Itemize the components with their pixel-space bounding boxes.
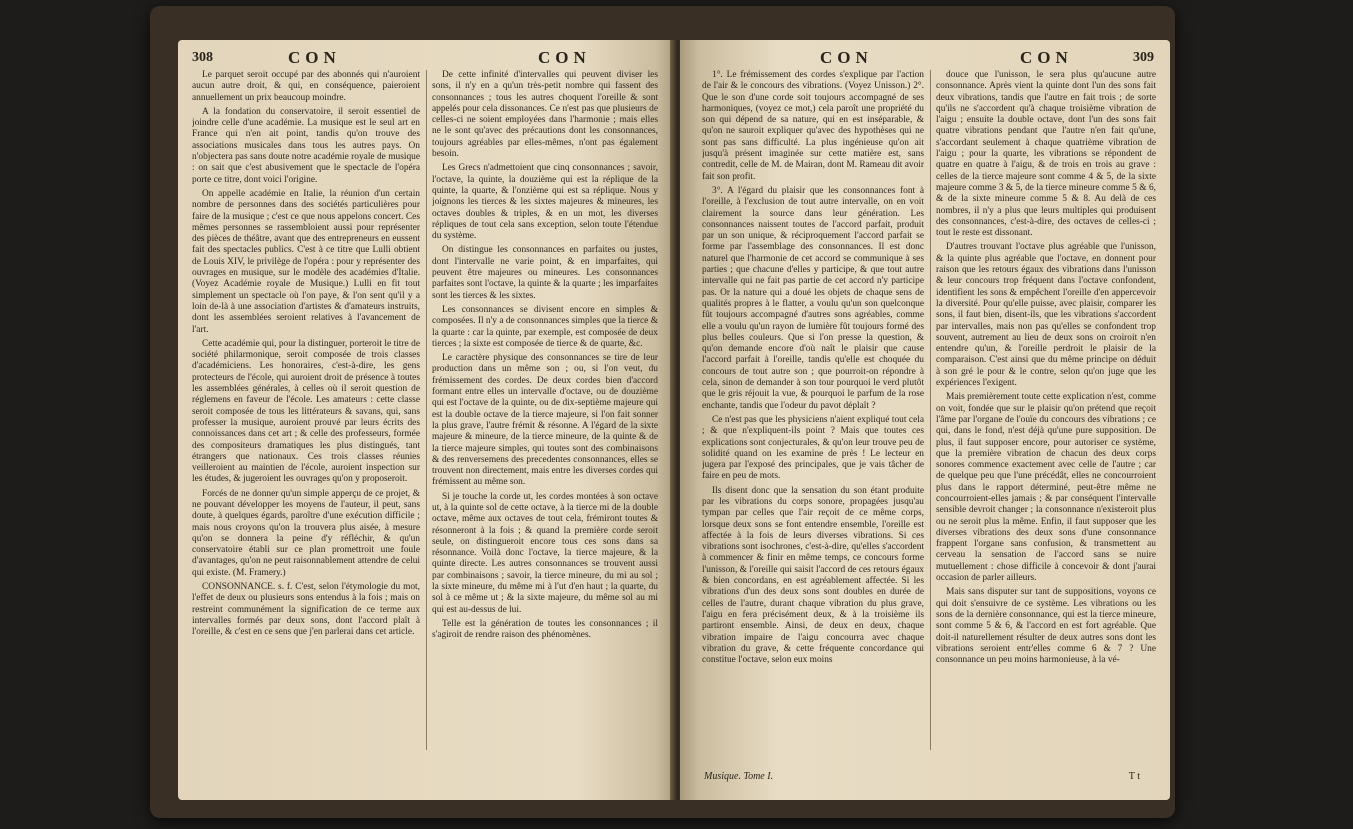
paragraph: 1°. Le frémissement des cordes s'explique par l'action de l'air & le concours des vibrations. (Voyez Unisson.) 2°. Que le son d'une corde soit toujours accompagné de ses harmoniques, (voyez ce mot,) cela paroît une propriété du son qui dépend de sa nature, qui en est inséparable, & qu'on ne sauroit expliquer qu'avec des hypothèses qui ne sont pas sans difficulté. La plus ingénieuse qu'on ait jusqu'à présent imaginée sur cette matière est, sans contredit, celle de M. de Mairan, dont M. Rameau dit avoir fait son profit. — [702, 70, 924, 182]
text-column-right — [936, 70, 1156, 760]
paragraph: De cette infinité d'intervalles qui peuvent diviser les sons, il n'y en a qu'un très-petit nombre qui fassent des consonnances ; tous les autres choquent l'oreille & sont appelés pour cela dissonances. Ce n'est pas que plusieurs de celles-ci ne soient employées dans l'harmonie ; mais elles ne le sont qu'avec des précautions dont les consonnances, toujours agréables par elles-mêmes, n'ont pas également besoin. — [432, 70, 658, 160]
paragraph: douce que l'unisson, le sera plus qu'aucune autre consonnance. Après vient la quinte dont l'un des sons fait deux vibrations, tandis que l'autre en fait trois ; de sorte qu'ils ne s'accordent qu'à chaque troisième vibration de l'aigu ; ensuite la double octave, dont l'un des sons fait quatre vibrations pendant que l'autre n'en fait qu'une, s'accordant seulement à chaque quatrième vibration de l'aigu ; pour la quarte, les vibrations se répondent de quatre en quatre à l'aigu, & de trois en trois au grave : celles de la tierce majeure sont comme 4 & 5, de la sixte majeure comme 3 & 5, de la tierce mineure comme 5 & 6, & de la sixte mineure comme 5 & 8. Au delà de ces nombres, il n'y a plus que leurs multiples qui produisent des consonnances, c'est-à-dire, des octaves de celles-ci ; tout le reste est dissonant. — [936, 70, 1156, 239]
running-head: CON — [288, 48, 341, 67]
paragraph: On appelle académie en Italie, la réunion d'un certain nombre de personnes dans des sociétés particulières pour faire de la musique ; c'est ce que nous appelons concert. Ces mêmes personnes se rassembloient aussi pour représenter des pièces de théâtre, avant que des entrepreneurs en eussent fait des spectacles publics. C'est à ce titre que Lulli obtient de Louis XIV, le privilège de l'opéra : pour y représenter des ouvrages en musique, sur le modèle des académies d'Italie. (Voyez Académie royale de Musique.) Lulli en fit tout simplement un spectacle où l'on paye, & l'on sent qu'il y a loin de-là à une association d'artistes & d'amateurs instruits, dont les assemblées seroient relatives à l'avancement de l'art. — [192, 188, 420, 335]
paragraph: Le parquet seroit occupé par des abonnés qui n'auroient aucun autre droit, & qui, en conséquence, paieroient annuellement un prix beaucoup moindre. — [192, 70, 420, 103]
paragraph: Mais sans disputer sur tant de suppositions, voyons ce qui doit s'ensuivre de ce système. Les vibrations ou les sons de la dernière consonnance, qui est la tierce mineure, sont comme 5 & 6, & l'accord en est fort agréable. Que doit-il naturellement résulter de deux autres sons dont les vibrations seroient entr'elles comme 6 & 7 ? Une consonnance un peu moins harmonieuse, à la vé- — [936, 587, 1156, 666]
paragraph: Forcés de ne donner qu'un simple apperçu de ce projet, & ne pouvant développer les moyens de l'auteur, il peut, sans doute, à quelques égards, paroître d'une exécution difficile ; mais nous croyons qu'on la trouvera plus aisée, à mesure qu'on se donnera la peine d'y réfléchir, & qu'un conservatoire établi sur ce plan promettroit une foule d'avantages, qu'on ne peut raisonnablement attendre de celui qui existe. (M. Framery.) — [192, 488, 420, 578]
paragraph: Si je touche la corde ut, les cordes montées à son octave ut, à la quinte sol de cette octave, à la tierce mi de la double octave, même aux octaves de tout cela, frémiront toutes & résonneront à la fois ; & quand la première corde seroit seule, on distingueroit encore tous ces sons dans sa résonnance. Voilà donc l'octave, la tierce majeure, & la quinte directe. Les autres consonnances se trouvent aussi par combinaisons ; savoir, la tierce mineure, du mi au sol ; la sixte mineure, du même mi à l'ut d'en haut ; la quarte, du sol à ce même ut ; & la sixte majeure, du même sol au mi qui est au-dessus de lui. — [432, 491, 658, 615]
paragraph: Ils disent donc que la sensation du son étant produite par les vibrations du corps sonore, propagées jusqu'au tympan par celles que l'air reçoit de ce même corps, lorsque deux sons se font entendre ensemble, l'oreille est affectée à la fois de leurs diverses vibrations. Si ces vibrations sont isochrones, c'est-à-dire, qu'elles s'accordent à commencer & finir en même temps, ce concours forme l'unisson, & l'oreille qui saisit l'accord de ces retours égaux & bien concordans, en est agréablement affectée. Si les vibrations d'un des deux sons sont doubles en durée de celles de l'autre, durant chaque vibration du plus grave, l'aigu en fera précisément deux, & à la troisième ils partiront ensemble. Ainsi, de deux en deux, chaque vibration impaire de l'aigu concourra avec chaque vibration du grave, & cette fréquente concordance qui constitue l'octave, selon eux moins — [702, 485, 924, 666]
page-number: 308 — [192, 50, 213, 65]
paragraph: On distingue les consonnances en parfaites ou justes, dont l'intervalle ne varie point, & en imparfaites, qui peuvent être majeures ou mineures. Les consonnances parfaites sont l'octave, la quinte & la quarte ; les imparfaites sont les tierces & les sixtes. — [432, 245, 658, 301]
paragraph: A la fondation du conservatoire, il seroit essentiel de joindre celle d'une académie. La musique est le seul art en France qui n'en ait point, tandis qu'on trouve des associations musicales dans tous les autres pays. On n'objectera pas sans doute notre académie royale de musique : on sait que c'est abusivement que le spectacle de l'opéra porte ce titre, dont voici l'origine. — [192, 106, 420, 185]
signature-mark: T t — [1128, 771, 1140, 782]
running-head: CON — [820, 48, 873, 67]
paragraph: CONSONNANCE. s. f. C'est, selon l'étymologie du mot, l'effet de deux ou plusieurs sons entendus à la fois ; mais on restreint communément la signification de ce terme aux intervalles formés par deux sons, dont l'accord plaît à l'oreille, & c'est en ce sens que j'en parlerai dans cet article. — [192, 582, 420, 638]
paragraph: Mais premièrement toute cette explication n'est, comme on voit, fondée que sur le plaisir qu'on prétend que reçoit l'âme par l'organe de l'ouïe du concours des vibrations ; ce qui, dans le fond, n'est déjà qu'une pure supposition. De plus, il faut supposer encore, pour autoriser ce système, que la première vibration de chacun des deux corps sonores commence exactement avec celle de l'autre ; car de quelque peu que l'une précédât, elles ne concourroient plus dans le rapport déterminé, peut-être même ne concourroient-elles jamais ; & par conséquent l'intervalle sensible devroit changer ; la consonnance n'existeroit plus ou ne seroit plus la même. Enfin, il faut supposer que les diverses vibrations des deux sons d'une consonnance frappent l'organe sans confusion, & transmettent au cerveau la sensation de l'accord sans se nuire mutuellement : chose difficile à concevoir & dont j'aurai occasion de parler ailleurs. — [936, 392, 1156, 584]
paragraph: Ce n'est pas que les physiciens n'aient expliqué tout cela ; & que n'expliquent-ils point ? Mais que toutes ces explications sont conjecturales, & qu'on leur trouve peu de solidité quand on les examine de près ! Le lecteur en jugera par l'exposé des principales, que je vais tâcher de faire en peu de mots. — [702, 414, 924, 482]
paragraph: Le caractère physique des consonnances se tire de leur production dans un même son ; ou, si l'on veut, du frémissement des cordes. De deux cordes bien d'accord formant entre elles un intervalle d'octave, ou de douzième qui est l'octave de la quinte, ou de dix-septième majeure qui est la double octave de la tierce majeure, si l'on fait sonner la plus grave, l'autre frémit & résonne. A l'égard de la sixte majeure & mineure, de la tierce mineure, de la quinte & de la tierce majeure simples, qui toutes sont des combinaisons & des renversemens des precedentes consonnances, elles se trouvent non directement, mais entre les diverses cordes qui frémissent au même son. — [432, 353, 658, 488]
text-column-left — [702, 70, 924, 760]
text-column-right — [432, 70, 658, 760]
paragraph: D'autres trouvant l'octave plus agréable que l'unisson, & la quinte plus agréable que l'octave, en donnent pour raison que les retours égaux des vibrations dans l'unisson & leur concours trop fréquent dans l'octave confondent, identifient les sons & empêchent l'oreille d'en appercevoir la diversité. Pour qu'elle puisse, avec plaisir, comparer les sons, il faut bien, disent-ils, que les vibrations s'accordent par intervalles, mais non pas qu'elles se confondent trop souvent, autrement au lieu de deux sons on croiroit n'en entendre qu'un, & l'oreille perdroit le plaisir de la comparaison. C'est ainsi que du même principe on déduit à son gré le pour & le contre, selon qu'on juge que les expériences l'exigent. — [936, 242, 1156, 389]
left-page — [178, 40, 676, 800]
running-head: CON — [1020, 48, 1073, 67]
paragraph: Cette académie qui, pour la distinguer, porteroit le titre de société philarmonique, seroit composée de trois classes d'académiciens. Les honoraires, c'est-à-dire, les gens protecteurs de l'école, qui auroient droit de présence à toutes les assemblées générales, à celles où il seroit question de réglemens en faveur de l'école. Les amateurs : cette classe seroit composée de tous les littérateurs & savans, qui, sans professer la musique, auroient prouvé par leurs écrits des connoissances dans cet art ; & celle des professeurs, formée des compositeurs dramatiques les plus distingués, tant étrangers que nationaux. Ces trois classes réunies veilleroient au maintien de l'école, auroient inspection sur les études, & jugeroient les ouvrages qu'on y proposeroit. — [192, 338, 420, 485]
running-head: CON — [538, 48, 591, 67]
paragraph: Les Grecs n'admettoient que cinq consonnances ; savoir, l'octave, la quinte, la douzième qui est la réplique de la quinte, la quarte, & l'onzième qui est sa réplique. Nous y joignons les tierces & les sixtes majeures & mineures, les octaves doubles & triples, & en un mot, les diverses répliques de tout cela sans exception, selon toute l'étendue du système. — [432, 163, 658, 242]
volume-footer: Musique. Tome I. — [704, 771, 774, 782]
paragraph: Telle est la génération de toutes les consonnances ; il s'agiroit de rendre raison des phénomènes. — [432, 618, 658, 641]
right-page — [680, 40, 1170, 800]
column-rule — [930, 70, 931, 750]
paragraph: Les consonnances se divisent encore en simples & composées. Il n'y a de consonnances simples que la tierce & la quarte : car la quinte, par exemple, est composée de deux tierces ; la sixte est composée de tierce & de quarte, &c. — [432, 304, 658, 349]
page-number: 309 — [1133, 50, 1154, 65]
paragraph: 3°. A l'égard du plaisir que les consonnances font à l'oreille, à l'exclusion de tout autre intervalle, on en voit clairement la source dans leur génération. Les consonnances naissent toutes de l'accord parfait, produit par un son unique, & réciproquement l'accord parfait se forme par l'assemblage des consonnances. Il est donc naturel que l'harmonie de cet accord se communique à ses parties ; que chacune d'elles y participe, & que tout autre intervalle qui ne fait pas partie de cet accord n'y participe pas. Or la nature qui a doué les objets de chaque sens de qualités propres à le flatter, a voulu qu'un son quelconque fût toujours accompagné d'autres sons agréables, comme elle a voulu qu'un rayon de lumière fût toujours formé des plus belles couleurs. Que si l'on presse la question, & qu'on demande encore d'où naît le plaisir que cause l'accord parfait à l'oreille, tandis qu'elle est choquée du concours de tout autre son ; que pourroit-on répondre à cela, sinon de demander à son tour pourquoi le verd plutôt que le gris réjouit la vue, & pourquoi le parfum de la rose enchante, tandis que l'odeur du pavot déplaît ? — [702, 185, 924, 411]
text-column-left — [192, 70, 420, 760]
column-rule — [426, 70, 427, 750]
